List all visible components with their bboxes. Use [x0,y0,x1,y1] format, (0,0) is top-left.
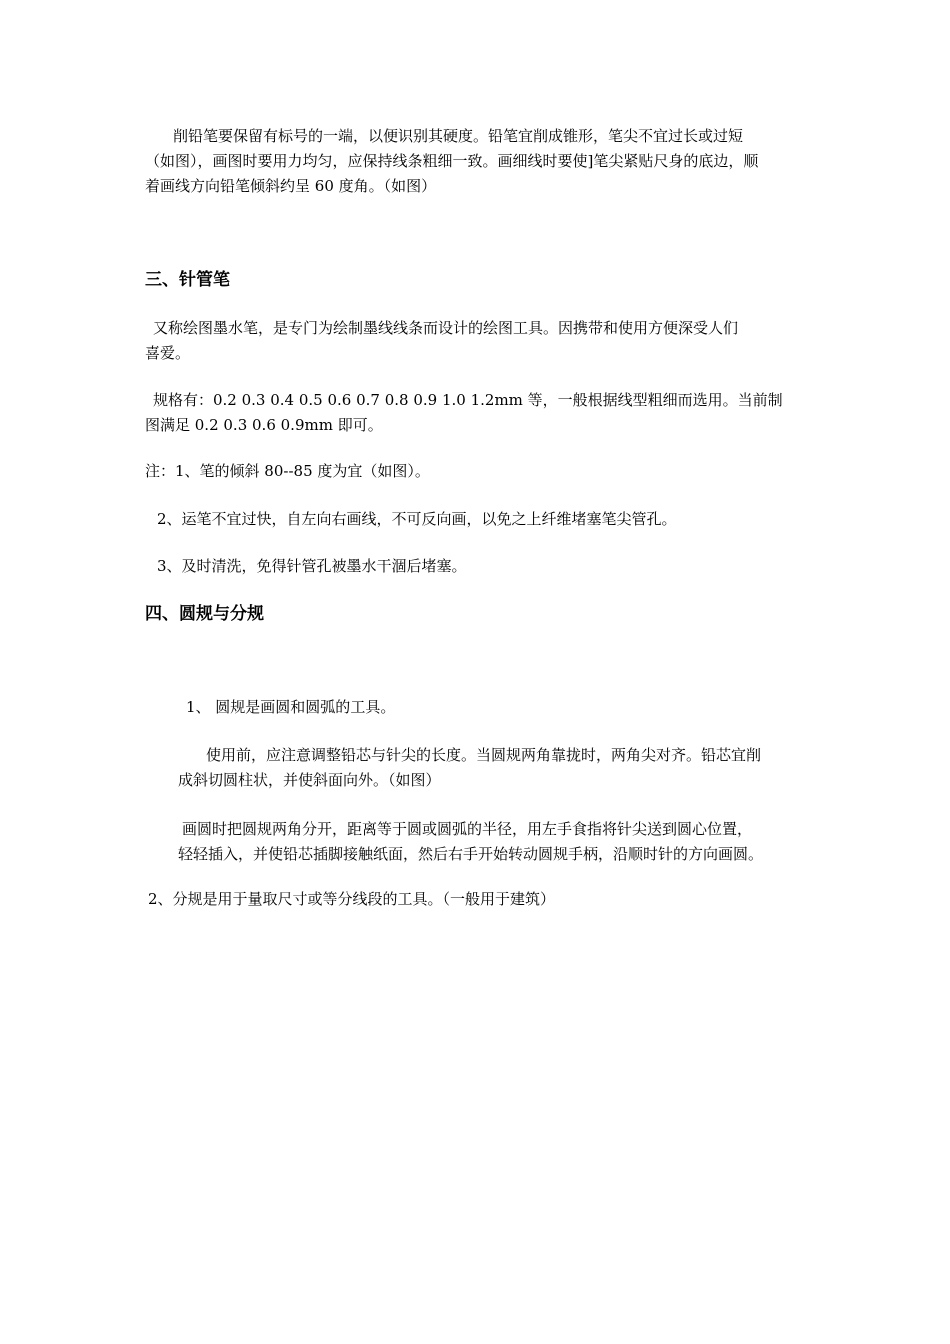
compass-usage-paragraph [178,743,761,793]
compass-item-1: 1、 圆规是画圆和圆弧的工具。 [186,698,396,716]
compass-usage-line-2: 成斜切圆柱状，并使斜面向外。（如图） [178,771,441,789]
section-3-heading: 三、针管笔 [145,270,230,290]
note-1: 注：1、笔的倾斜 80--85 度为宜（如图）。 [145,462,430,480]
technical-pen-intro-line-1: 又称绘图墨水笔，是专门为绘制墨线线条而设计的绘图工具。因携带和使用方便深受人们 [153,319,739,337]
technical-pen-specs-line-1: 规格有：0.2 0.3 0.4 0.5 0.6 0.7 0.8 0.9 1.0 1.2mm 等，一般根据线型粗细而选用。当前制 [153,391,783,409]
technical-pen-specs [145,388,783,438]
pencil-paragraph-line-3: 着画线方向铅笔倾斜约呈 60 度角。（如图） [145,177,437,195]
compass-drawing-line-2: 轻轻插入，并使铅芯插脚接触纸面，然后右手开始转动圆规手柄，沿顺时针的方向画圆。 [178,845,764,863]
note-2: 2、运笔不宜过快，自左向右画线，不可反向画，以免之上纤维堵塞笔尖管孔。 [157,510,677,528]
note-3: 3、及时清洗，免得针管孔被墨水干涸后堵塞。 [157,557,467,575]
technical-pen-intro-line-2: 喜爱。 [145,344,191,362]
divider-item-2: 2、分规是用于量取尺寸或等分线段的工具。（一般用于建筑） [148,890,556,908]
compass-usage-line-1: 使用前，应注意调整铅芯与针尖的长度。当圆规两角靠拢时，两角尖对齐。铅芯宜削 [206,746,762,764]
technical-pen-intro [145,316,738,366]
pencil-paragraph-line-1: 削铅笔要保留有标号的一端，以便识别其硬度。铅笔宜削成锥形，笔尖不宜过长或过短 [173,127,744,145]
compass-drawing-line-1: 画圆时把圆规两角分开，距离等于圆或圆弧的半径，用左手食指将针尖送到圆心位置， [182,820,753,838]
section-4-heading: 四、圆规与分规 [145,604,264,624]
technical-pen-specs-line-2: 图满足 0.2 0.3 0.6 0.9mm 即可。 [145,416,383,434]
pencil-paragraph-line-2: （如图），画图时要用力均匀，应保持线条粗细一致。画细线时要使]笔尖紧贴尺身的底边，顺 [145,152,759,170]
compass-drawing-paragraph [178,817,763,867]
pencil-paragraph [145,124,758,199]
